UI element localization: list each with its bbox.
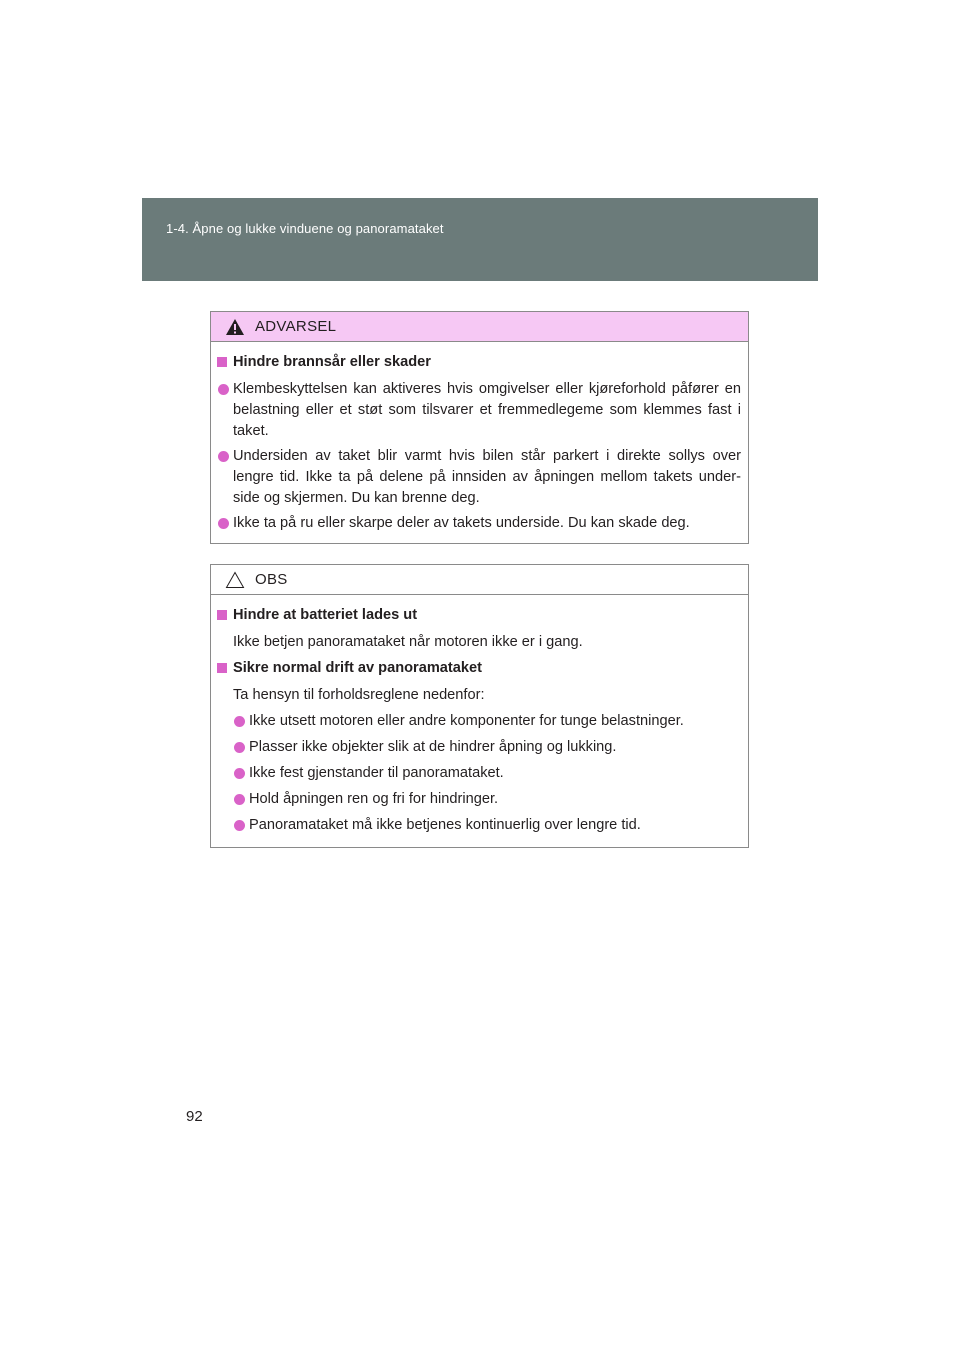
notice-heading-operation: Sikre normal drift av panoramataket xyxy=(217,658,741,679)
notice-box xyxy=(210,564,749,848)
round-bullet-icon xyxy=(218,384,229,395)
notice-title: OBS xyxy=(255,571,288,588)
round-bullet-icon xyxy=(234,820,245,831)
section-header xyxy=(142,198,818,281)
round-bullet-icon xyxy=(218,451,229,462)
round-bullet-icon xyxy=(234,768,245,779)
notice-text-battery: Ikke betjen panoramataket når motoren ikke er i gang. xyxy=(233,634,583,650)
notice-body xyxy=(211,595,748,836)
warning-body xyxy=(211,342,748,534)
list-item: Hold åpningen ren og fri for hindringer. xyxy=(233,789,741,810)
warning-header xyxy=(211,312,748,342)
list-item: Ikke ta på ru eller skarpe deler av takets underside. Du kan skade deg. xyxy=(217,513,741,534)
list-item: Plasser ikke objekter slik at de hindrer åpning og lukking. xyxy=(233,737,741,758)
square-bullet-icon xyxy=(217,610,227,620)
round-bullet-icon xyxy=(234,716,245,727)
caution-outline-icon xyxy=(225,571,245,589)
square-bullet-icon xyxy=(217,357,227,367)
notice-header xyxy=(211,565,748,595)
list-item: Ikke fest gjenstander til panoramataket. xyxy=(233,763,741,784)
notice-heading-battery: Hindre at batteriet lades ut xyxy=(217,605,741,626)
warning-heading: Hindre brannsår eller skader xyxy=(217,352,741,373)
notice-intro: Ta hensyn til forholdsreglene nedenfor: xyxy=(233,687,485,703)
section-title: 1-4. Åpne og lukke vinduene og panoramataket xyxy=(166,221,444,236)
warning-title: ADVARSEL xyxy=(255,318,337,335)
square-bullet-icon xyxy=(217,663,227,673)
list-item: Undersiden av taket blir varmt hvis bilen står parkert i direkte sollys over lengre tid. Ikke ta på delene på innsiden av åpningen mellom takets under-side og skjermen. Du kan brenne deg. xyxy=(217,446,741,509)
round-bullet-icon xyxy=(218,518,229,529)
round-bullet-icon xyxy=(234,794,245,805)
warning-box xyxy=(210,311,749,544)
warning-triangle-icon xyxy=(225,318,245,336)
list-item: Klembeskyttelsen kan aktiveres hvis omgivelser eller kjøreforhold påfører en belastning eller et støt som tilsvarer et fremmedlegeme som klemmes fast i taket. xyxy=(217,379,741,442)
list-item: Ikke utsett motoren eller andre komponenter for tunge belastninger. xyxy=(233,711,741,732)
notice-list xyxy=(217,711,741,836)
round-bullet-icon xyxy=(234,742,245,753)
list-item: Panoramataket må ikke betjenes kontinuerlig over lengre tid. xyxy=(233,815,741,836)
page-number: 92 xyxy=(186,1108,203,1125)
